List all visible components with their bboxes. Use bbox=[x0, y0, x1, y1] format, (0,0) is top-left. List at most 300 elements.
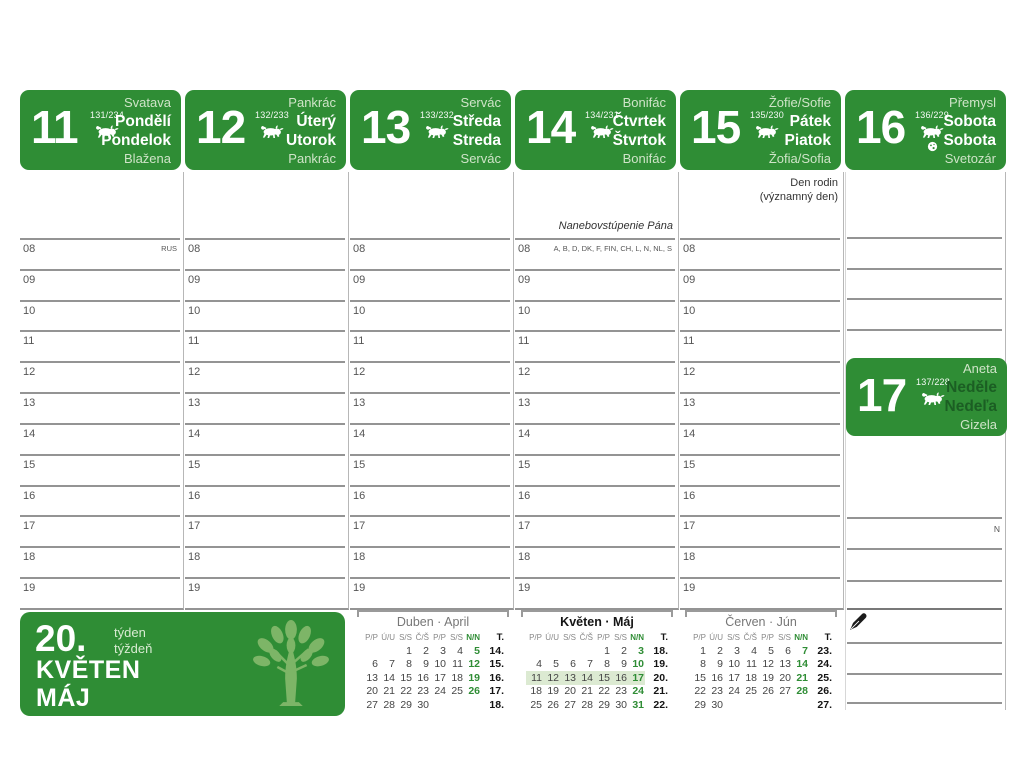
day-cell bbox=[379, 644, 396, 658]
allday-area[interactable] bbox=[680, 172, 843, 238]
taurus-bull-icon bbox=[921, 392, 945, 407]
rule-line bbox=[847, 702, 1002, 704]
hour-row-13[interactable] bbox=[350, 392, 510, 423]
hour-row-09[interactable] bbox=[350, 269, 510, 300]
hour-label: 13 bbox=[188, 397, 201, 410]
day-cell[interactable]: 30 bbox=[417, 698, 429, 711]
hour-label: 19 bbox=[518, 582, 531, 595]
weekday-slovak: Štvrtok bbox=[612, 132, 666, 150]
nameday-bottom: Blažena bbox=[124, 151, 171, 167]
hour-label: 17 bbox=[683, 520, 696, 533]
hour-row-10[interactable] bbox=[515, 300, 675, 331]
nameday-bottom: Pankrác bbox=[288, 151, 336, 167]
hour-row-14[interactable] bbox=[350, 423, 510, 454]
day-cell[interactable]: 27 bbox=[564, 698, 576, 711]
weekday-czech: Pátek bbox=[789, 112, 831, 130]
day-cell[interactable]: 20 bbox=[779, 671, 791, 684]
calendar-week-row bbox=[690, 698, 833, 712]
week-number: 20. bbox=[653, 671, 668, 684]
hour-label: 16 bbox=[23, 489, 36, 502]
day-cell[interactable]: 21 bbox=[383, 685, 395, 698]
day-cell[interactable]: 24 bbox=[434, 685, 446, 698]
weekday-header: N/N bbox=[466, 633, 480, 642]
hour-note: RUS bbox=[161, 244, 177, 253]
hour-row-17[interactable] bbox=[20, 515, 180, 546]
calendar-week-row bbox=[690, 658, 833, 672]
hour-label: 16 bbox=[353, 489, 366, 502]
day-cell[interactable]: 25 bbox=[451, 685, 463, 698]
week-number: 23. bbox=[817, 644, 832, 657]
day-cell[interactable]: 24 bbox=[728, 685, 740, 698]
hour-row-16[interactable] bbox=[185, 485, 345, 516]
rule-line bbox=[847, 237, 1002, 239]
hour-row-18[interactable] bbox=[515, 546, 675, 577]
day-cell[interactable]: 11 bbox=[746, 658, 757, 671]
day-cell bbox=[775, 698, 792, 712]
hour-label: 19 bbox=[23, 582, 36, 595]
weekday-header: P/P bbox=[365, 633, 378, 642]
hour-label: 16 bbox=[188, 489, 201, 502]
allday-area[interactable] bbox=[350, 172, 513, 238]
day-cell[interactable]: 22 bbox=[400, 685, 412, 698]
weekday-header: N/N bbox=[630, 633, 644, 642]
day-cell[interactable]: 4 bbox=[457, 644, 463, 657]
day-cell[interactable]: 6 bbox=[785, 644, 791, 657]
day-cell[interactable]: 2 bbox=[717, 644, 723, 657]
day-of-year-count: 135/230 bbox=[750, 110, 784, 120]
day-cell[interactable]: 5 bbox=[768, 644, 774, 657]
hour-row-08[interactable] bbox=[20, 238, 180, 269]
tick-mark bbox=[835, 610, 837, 617]
hour-row-15[interactable] bbox=[350, 454, 510, 485]
weekday-czech: Pondělí bbox=[115, 112, 171, 130]
week-number: 24. bbox=[817, 658, 832, 671]
day-cell[interactable]: 18 bbox=[745, 671, 757, 684]
day-column-friday bbox=[680, 172, 844, 610]
weekday-header: Ú/U bbox=[545, 633, 559, 642]
weekday-header: S/S bbox=[614, 633, 627, 642]
day-cell[interactable]: 10 bbox=[434, 658, 446, 671]
hour-row-16[interactable] bbox=[680, 485, 840, 516]
day-cell[interactable]: 10 bbox=[632, 658, 644, 671]
hour-label: 19 bbox=[683, 582, 696, 595]
day-cell[interactable]: 27 bbox=[779, 685, 791, 698]
mini-calendar-may bbox=[521, 610, 673, 715]
pen-icon bbox=[849, 612, 868, 631]
day-cell[interactable]: 1 bbox=[604, 644, 610, 657]
weekday-header: Č/Š bbox=[415, 633, 429, 642]
hour-label: 13 bbox=[353, 397, 366, 410]
hour-row-16[interactable] bbox=[20, 485, 180, 516]
day-cell[interactable]: 12 bbox=[468, 658, 480, 671]
day-cell[interactable]: 25 bbox=[745, 685, 757, 698]
hour-label: 13 bbox=[518, 397, 531, 410]
allday-area[interactable] bbox=[20, 172, 183, 238]
day-header-saturday[interactable] bbox=[845, 90, 1006, 170]
weekday-header: S/S bbox=[450, 633, 463, 642]
hour-row-19[interactable] bbox=[20, 577, 180, 608]
day-cell[interactable]: 10 bbox=[728, 658, 740, 671]
hour-row-13[interactable] bbox=[20, 392, 180, 423]
day-cell[interactable]: 30 bbox=[615, 698, 627, 711]
hour-row-14[interactable] bbox=[20, 423, 180, 454]
day-column-wednesday bbox=[350, 172, 514, 610]
day-cell[interactable]: 13 bbox=[560, 671, 577, 685]
hour-label: 10 bbox=[683, 304, 696, 317]
weekday-slovak: Sobota bbox=[943, 132, 996, 150]
rule-line bbox=[847, 608, 1002, 610]
day-cell[interactable]: 3 bbox=[440, 644, 446, 657]
hour-row-17[interactable] bbox=[515, 515, 675, 546]
day-cell[interactable]: 23 bbox=[711, 685, 723, 698]
day-cell[interactable]: 26 bbox=[762, 685, 774, 698]
day-cell bbox=[577, 644, 594, 658]
day-cell[interactable]: 13 bbox=[779, 658, 791, 671]
hour-label: 15 bbox=[23, 458, 36, 471]
day-cell[interactable]: 31 bbox=[632, 698, 644, 711]
day-cell[interactable]: 3 bbox=[638, 644, 644, 657]
day-cell[interactable]: 18 bbox=[530, 685, 542, 698]
day-cell[interactable]: 20 bbox=[366, 685, 378, 698]
hour-row-19[interactable] bbox=[350, 577, 510, 608]
day-cell[interactable]: 5 bbox=[474, 644, 480, 657]
hour-row-11[interactable] bbox=[515, 330, 675, 361]
day-cell[interactable]: 29 bbox=[400, 698, 412, 711]
hour-label: 14 bbox=[353, 427, 366, 440]
mini-calendar-title: Červen · Jún bbox=[725, 615, 797, 629]
week-number: 20. bbox=[35, 618, 87, 659]
week-number: 17. bbox=[489, 685, 504, 698]
weekend-column bbox=[845, 172, 1006, 710]
day-cell[interactable]: 7 bbox=[802, 644, 808, 657]
day-cell[interactable]: 27 bbox=[366, 698, 378, 711]
hour-row-19[interactable] bbox=[515, 577, 675, 608]
hour-row-19[interactable] bbox=[680, 577, 840, 608]
day-cell[interactable]: 19 bbox=[762, 671, 774, 684]
day-cell[interactable]: 17 bbox=[728, 671, 740, 684]
weekday-czech: Neděle bbox=[946, 378, 997, 396]
day-cell[interactable]: 30 bbox=[711, 698, 723, 711]
observance-note: Den rodin (významný den) bbox=[759, 177, 838, 204]
tick-mark bbox=[521, 610, 523, 617]
nameday-top: Pankrác bbox=[288, 95, 336, 110]
hour-row-10[interactable] bbox=[680, 300, 840, 331]
weekday-header: P/P bbox=[433, 633, 446, 642]
day-cell[interactable]: 8 bbox=[406, 658, 412, 671]
hour-row-18[interactable] bbox=[185, 546, 345, 577]
day-cell[interactable]: 22 bbox=[694, 685, 706, 698]
hour-row-11[interactable] bbox=[680, 330, 840, 361]
hour-row-15[interactable] bbox=[185, 454, 345, 485]
hour-label: 09 bbox=[683, 273, 696, 286]
nameday-bottom: Bonifác bbox=[622, 151, 666, 167]
rule-line bbox=[357, 610, 509, 612]
hour-label: 19 bbox=[188, 582, 201, 595]
day-cell[interactable]: 28 bbox=[383, 698, 395, 711]
day-cell[interactable]: 9 bbox=[423, 658, 429, 671]
day-cell[interactable]: 23 bbox=[417, 685, 429, 698]
hour-row-19[interactable] bbox=[185, 577, 345, 608]
weekday-header: S/S bbox=[778, 633, 791, 642]
nameday-top: Přemysl bbox=[949, 95, 996, 110]
day-cell[interactable]: 7 bbox=[587, 658, 593, 671]
weekday-header: S/S bbox=[563, 633, 576, 642]
hour-row-18[interactable] bbox=[680, 546, 840, 577]
day-cell bbox=[430, 698, 447, 712]
weekday-header: Č/Š bbox=[743, 633, 757, 642]
weekday-header: S/S bbox=[727, 633, 740, 642]
day-cell[interactable]: 2 bbox=[423, 644, 429, 657]
day-cell[interactable]: 7 bbox=[389, 658, 395, 671]
weekday-czech: Středa bbox=[452, 112, 501, 130]
hour-row-10[interactable] bbox=[20, 300, 180, 331]
day-cell[interactable]: 24 bbox=[632, 685, 644, 698]
day-cell[interactable]: 1 bbox=[700, 644, 706, 657]
hour-label: 11 bbox=[518, 335, 530, 348]
hour-label: 09 bbox=[23, 273, 36, 286]
day-cell[interactable]: 18 bbox=[451, 671, 463, 684]
hour-row-15[interactable] bbox=[20, 454, 180, 485]
hour-row-13[interactable] bbox=[515, 392, 675, 423]
calendar-week-row bbox=[526, 644, 669, 658]
hour-label: 12 bbox=[518, 366, 531, 379]
hour-label: 09 bbox=[188, 273, 201, 286]
day-cell[interactable]: 28 bbox=[796, 685, 808, 698]
weekday-czech: Čtvrtek bbox=[612, 112, 666, 130]
hour-row-16[interactable] bbox=[350, 485, 510, 516]
hour-label: 08 bbox=[683, 243, 696, 255]
day-cell bbox=[792, 698, 809, 712]
weekday-slovak: Streda bbox=[452, 132, 501, 150]
day-cell[interactable]: 26 bbox=[547, 698, 559, 711]
hour-label: 10 bbox=[23, 304, 36, 317]
day-cell[interactable]: 15 bbox=[400, 671, 412, 684]
day-cell[interactable]: 9 bbox=[621, 658, 627, 671]
day-cell[interactable]: 14 bbox=[796, 658, 808, 671]
day-cell bbox=[526, 644, 543, 658]
day-cell[interactable]: 1 bbox=[406, 644, 412, 657]
tree-icon bbox=[251, 620, 331, 708]
day-cell[interactable]: 14 bbox=[577, 671, 594, 685]
day-cell[interactable]: 23 bbox=[615, 685, 627, 698]
day-cell[interactable]: 13 bbox=[366, 671, 378, 684]
hour-row-08[interactable] bbox=[185, 238, 345, 269]
hour-row-15[interactable] bbox=[680, 454, 840, 485]
day-cell[interactable]: 12 bbox=[543, 671, 560, 685]
day-number: 11 bbox=[31, 101, 78, 153]
hour-row-14[interactable] bbox=[515, 423, 675, 454]
day-cell[interactable]: 15 bbox=[594, 671, 611, 685]
nameday-top: Bonifác bbox=[622, 95, 666, 110]
weekday-slovak: Piatok bbox=[784, 132, 831, 150]
calendar-week-row bbox=[362, 671, 505, 685]
hour-row-16[interactable] bbox=[515, 485, 675, 516]
day-cell[interactable]: 8 bbox=[604, 658, 610, 671]
day-cell[interactable]: 4 bbox=[536, 658, 542, 671]
week-column-header: T. bbox=[824, 632, 832, 643]
day-cell[interactable]: 6 bbox=[570, 658, 576, 671]
weekday-header: Ú/U bbox=[381, 633, 395, 642]
taurus-bull-icon bbox=[425, 125, 449, 140]
hour-row-10[interactable] bbox=[350, 300, 510, 331]
day-cell[interactable]: 29 bbox=[694, 698, 706, 711]
nameday-bottom: Žofia/Sofia bbox=[768, 151, 831, 167]
hour-label: 10 bbox=[188, 304, 201, 317]
hour-row-12[interactable] bbox=[350, 361, 510, 392]
day-cell[interactable]: 21 bbox=[581, 685, 593, 698]
day-cell[interactable]: 14 bbox=[383, 671, 395, 684]
hour-row-18[interactable] bbox=[20, 546, 180, 577]
week-number: 14. bbox=[489, 644, 504, 657]
hour-row-10[interactable] bbox=[185, 300, 345, 331]
hour-row-11[interactable] bbox=[185, 330, 345, 361]
hour-row-08[interactable] bbox=[680, 238, 840, 269]
rule-line bbox=[847, 548, 1002, 550]
hour-row-09[interactable] bbox=[680, 269, 840, 300]
weekday-slovak: Pondelok bbox=[101, 132, 171, 150]
hour-label: 11 bbox=[683, 335, 695, 348]
day-cell[interactable]: 12 bbox=[762, 658, 774, 671]
hour-row-12[interactable] bbox=[515, 361, 675, 392]
day-number: 15 bbox=[691, 101, 741, 153]
hour-row-09[interactable] bbox=[515, 269, 675, 300]
day-header-monday[interactable] bbox=[20, 90, 181, 170]
day-of-year-count: 134/231 bbox=[585, 110, 619, 120]
rule-line bbox=[847, 642, 1002, 644]
hour-label: 12 bbox=[23, 366, 36, 379]
day-cell[interactable]: 2 bbox=[621, 644, 627, 657]
day-cell[interactable]: 28 bbox=[581, 698, 593, 711]
day-cell[interactable]: 19 bbox=[468, 671, 480, 684]
day-header-tuesday[interactable] bbox=[185, 90, 346, 170]
nameday-top: Žofie/Sofie bbox=[768, 95, 831, 110]
allday-area[interactable] bbox=[185, 172, 348, 238]
hour-label: 18 bbox=[23, 551, 36, 564]
day-cell[interactable]: 20 bbox=[564, 685, 576, 698]
day-cell[interactable]: 5 bbox=[553, 658, 559, 671]
hour-row-13[interactable] bbox=[185, 392, 345, 423]
weekday-header: P/P bbox=[693, 633, 706, 642]
hour-row-17[interactable] bbox=[185, 515, 345, 546]
hour-row-12[interactable] bbox=[185, 361, 345, 392]
day-column-thursday bbox=[515, 172, 679, 610]
nameday-top: Svatava bbox=[124, 95, 171, 110]
hour-label: 16 bbox=[683, 489, 696, 502]
day-cell[interactable]: 16 bbox=[417, 671, 429, 684]
rule-line bbox=[847, 268, 1002, 270]
day-cell[interactable]: 11 bbox=[452, 658, 463, 671]
day-cell[interactable]: 17 bbox=[434, 671, 446, 684]
week-number: 16. bbox=[489, 671, 504, 684]
rule-line bbox=[521, 610, 673, 612]
day-cell[interactable]: 17 bbox=[628, 671, 645, 685]
calendar-week-row bbox=[362, 685, 505, 699]
day-header-sunday[interactable] bbox=[846, 358, 1007, 436]
day-cell[interactable]: 25 bbox=[530, 698, 542, 711]
day-number: 13 bbox=[361, 101, 411, 153]
day-cell[interactable]: 8 bbox=[700, 658, 706, 671]
tick-mark bbox=[357, 610, 359, 617]
hour-row-14[interactable] bbox=[185, 423, 345, 454]
nameday-top: Aneta bbox=[963, 361, 997, 376]
day-column-tuesday bbox=[185, 172, 349, 610]
calendar-week-row bbox=[526, 685, 669, 699]
hour-label: 14 bbox=[188, 427, 201, 440]
hour-row-09[interactable] bbox=[185, 269, 345, 300]
hour-label: 08 bbox=[518, 243, 531, 255]
hour-row-14[interactable] bbox=[680, 423, 840, 454]
day-cell[interactable]: 9 bbox=[717, 658, 723, 671]
day-cell[interactable]: 21 bbox=[796, 671, 808, 684]
day-cell[interactable]: 6 bbox=[372, 658, 378, 671]
hour-label: 15 bbox=[683, 458, 696, 471]
day-of-year-count: 133/232 bbox=[420, 110, 454, 120]
day-cell[interactable]: 26 bbox=[468, 685, 480, 698]
day-cell bbox=[464, 698, 481, 712]
day-cell[interactable]: 16 bbox=[611, 671, 628, 685]
day-header-friday[interactable] bbox=[680, 90, 841, 170]
day-cell[interactable]: 22 bbox=[598, 685, 610, 698]
hour-label: 14 bbox=[683, 427, 696, 440]
day-cell[interactable]: 16 bbox=[711, 671, 723, 684]
day-header-wednesday[interactable] bbox=[350, 90, 511, 170]
day-cell[interactable]: 29 bbox=[598, 698, 610, 711]
week-number: 21. bbox=[653, 685, 668, 698]
rule-line bbox=[685, 610, 837, 612]
day-cell[interactable]: 15 bbox=[694, 671, 706, 684]
day-cell bbox=[741, 698, 758, 712]
hour-label: 17 bbox=[23, 520, 36, 533]
week-column-header: T. bbox=[496, 632, 504, 643]
taurus-bull-icon bbox=[260, 125, 284, 140]
hour-row-09[interactable] bbox=[20, 269, 180, 300]
hour-row-12[interactable] bbox=[680, 361, 840, 392]
day-cell[interactable]: 11 bbox=[526, 671, 543, 685]
day-cell[interactable]: 3 bbox=[734, 644, 740, 657]
hour-label: 18 bbox=[353, 551, 366, 564]
hour-row-08[interactable] bbox=[350, 238, 510, 269]
hour-row-18[interactable] bbox=[350, 546, 510, 577]
allday-area[interactable] bbox=[515, 172, 678, 238]
day-cell[interactable]: 4 bbox=[751, 644, 757, 657]
day-number: 12 bbox=[196, 101, 246, 153]
month-czech: KVĚTEN bbox=[36, 656, 141, 684]
weekday-header: P/P bbox=[529, 633, 542, 642]
hour-label: 11 bbox=[188, 335, 200, 348]
calendar-week-row bbox=[526, 671, 669, 685]
hour-row-12[interactable] bbox=[20, 361, 180, 392]
day-header-thursday[interactable] bbox=[515, 90, 676, 170]
nameday-top: Servác bbox=[460, 95, 501, 110]
day-cell[interactable]: 19 bbox=[547, 685, 559, 698]
hour-row-17[interactable] bbox=[680, 515, 840, 546]
hour-row-11[interactable] bbox=[20, 330, 180, 361]
day-cell bbox=[362, 644, 379, 658]
rule-line bbox=[847, 673, 1002, 675]
hour-row-17[interactable] bbox=[350, 515, 510, 546]
day-column-monday bbox=[20, 172, 184, 610]
mini-calendar-grid bbox=[362, 631, 505, 712]
hour-row-08[interactable] bbox=[515, 238, 675, 269]
day-cell bbox=[560, 644, 577, 658]
hour-row-13[interactable] bbox=[680, 392, 840, 423]
weekday-czech: Sobota bbox=[943, 112, 996, 130]
hour-row-15[interactable] bbox=[515, 454, 675, 485]
hour-row-11[interactable] bbox=[350, 330, 510, 361]
mini-calendar-june bbox=[685, 610, 837, 715]
hour-label: 10 bbox=[518, 304, 531, 317]
week-column-header: T. bbox=[660, 632, 668, 643]
